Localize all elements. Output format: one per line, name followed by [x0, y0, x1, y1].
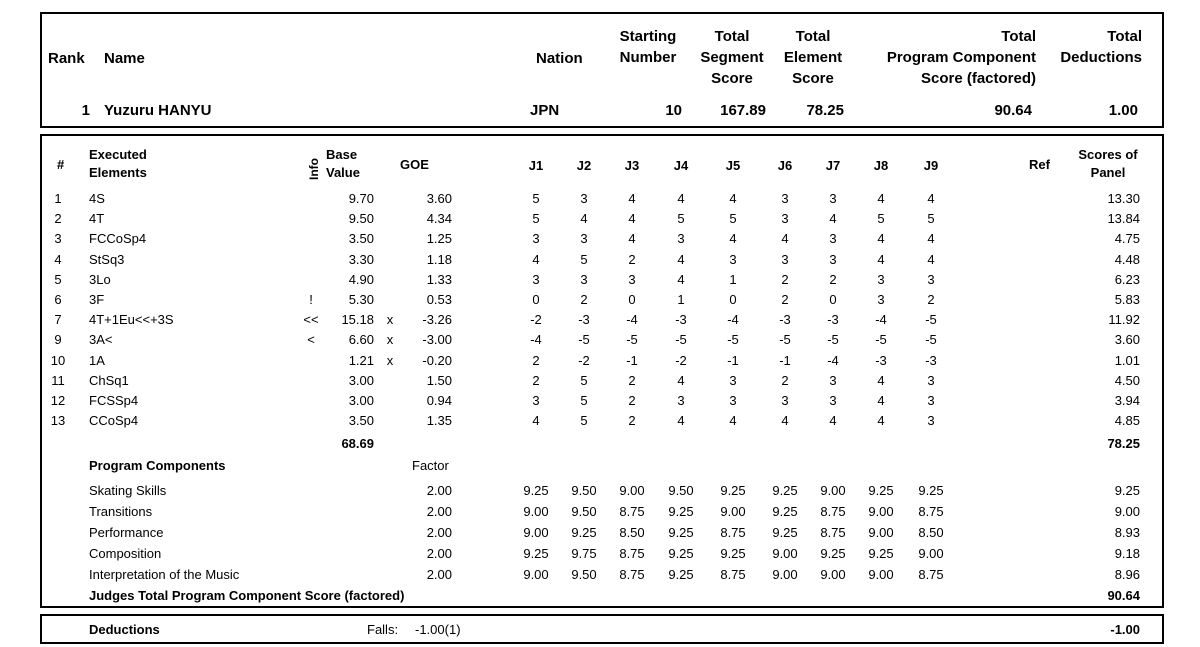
component-judge-score: 9.25 [720, 546, 746, 561]
element-judge-score: 4 [829, 413, 837, 429]
component-judge-score: 8.75 [720, 567, 746, 582]
element-name: FCCoSp4 [89, 231, 147, 247]
component-judge-score: 9.50 [571, 504, 597, 519]
element-goe: 1.35 [426, 413, 452, 429]
element-judge-score: 4 [729, 231, 737, 247]
component-judge-score: 9.25 [772, 525, 798, 540]
component-judge-score: 9.00 [720, 504, 746, 519]
element-number: 3 [54, 231, 62, 247]
element-judge-score: 5 [580, 393, 588, 408]
component-panel-score: 9.18 [1114, 546, 1140, 561]
component-name: Performance [89, 525, 164, 540]
element-name: 4S [89, 191, 105, 206]
element-judge-score: 5 [580, 372, 588, 388]
starting-number-header: Starting Number [619, 28, 677, 66]
element-judge-score: 5 [532, 211, 540, 227]
element-judge-score: 3 [927, 413, 935, 429]
judge-header-4: J4 [673, 158, 689, 173]
element-name: 4T+1Eu<<+3S [89, 312, 174, 328]
component-judge-score: 9.00 [772, 567, 798, 582]
component-factor: 2.00 [426, 525, 452, 540]
element-panel-score: 4.75 [1114, 231, 1140, 247]
element-name: 3F [89, 292, 105, 307]
element-base-value: 3.50 [348, 413, 374, 429]
element-judge-score: -4 [530, 332, 542, 348]
element-number: 4 [54, 251, 62, 267]
element-judge-score: 4 [877, 191, 885, 206]
element-judge-score: 3 [877, 292, 885, 307]
element-goe: 0.94 [426, 393, 452, 408]
component-judge-score: 8.75 [619, 504, 645, 519]
component-judge-score: 9.00 [868, 525, 894, 540]
element-judge-score: 3 [729, 372, 737, 388]
judge-header-9: J9 [923, 158, 939, 173]
goe-header: GOE [400, 157, 429, 172]
element-base-value: 4.90 [348, 271, 374, 287]
element-goe: 4.34 [426, 211, 452, 227]
component-factor: 2.00 [426, 546, 452, 561]
scores-of-panel-header: Scores of Panel [1078, 147, 1138, 180]
element-bonus-mark: x [386, 352, 394, 368]
element-judge-score: 4 [829, 211, 837, 227]
component-judge-score: 9.25 [868, 483, 894, 498]
component-judge-score: 9.00 [820, 567, 846, 582]
element-judge-score: 4 [532, 413, 540, 429]
component-judge-score: 9.00 [868, 567, 894, 582]
name-header: Name [104, 50, 145, 67]
skater-total-pcs: 90.64 [994, 102, 1032, 119]
judge-header-7: J7 [825, 158, 841, 173]
element-judge-score: 3 [781, 393, 789, 408]
element-number: 12 [50, 393, 66, 408]
element-number: 11 [51, 372, 65, 388]
executed-elements-header: Executed Elements [89, 147, 147, 180]
element-name: 3A< [89, 332, 113, 348]
element-judge-score: 2 [781, 271, 789, 287]
element-judge-score: -3 [827, 312, 839, 328]
element-goe: 3.60 [426, 191, 452, 206]
element-number: 2 [54, 211, 62, 227]
element-judge-score: 3 [829, 191, 837, 206]
component-judge-score: 9.00 [820, 483, 846, 498]
element-judge-score: 3 [829, 393, 837, 408]
element-name: 1A [89, 352, 105, 368]
element-judge-score: 4 [628, 231, 636, 247]
element-judge-score: 3 [729, 251, 737, 267]
element-judge-score: -3 [875, 352, 887, 368]
component-judge-score: 9.50 [668, 483, 694, 498]
element-judge-score: -3 [675, 312, 687, 328]
component-panel-score: 9.00 [1114, 504, 1140, 519]
component-factor: 2.00 [426, 567, 452, 582]
component-judge-score: 8.75 [619, 546, 645, 561]
element-number: 9 [54, 332, 62, 348]
element-panel-score: 5.83 [1114, 292, 1140, 307]
element-judge-score: 4 [628, 191, 636, 206]
pcs-total-label: Judges Total Program Component Score (factored) [89, 588, 405, 603]
element-judge-score: 4 [877, 413, 885, 429]
element-judge-score: 4 [781, 413, 789, 429]
element-judge-score: 2 [927, 292, 935, 307]
component-judge-score: 8.75 [820, 525, 846, 540]
judge-header-3: J3 [624, 158, 640, 173]
skater-starting-number: 10 [665, 102, 682, 119]
component-judge-score: 9.50 [571, 483, 597, 498]
nation-header: Nation [536, 50, 583, 67]
total-segment-score-header: Total Segment Score [700, 28, 764, 87]
base-value-total: 68.69 [341, 436, 374, 451]
element-judge-score: -4 [626, 312, 638, 328]
element-judge-score: 3 [532, 271, 540, 287]
element-panel-score: 1.01 [1114, 352, 1140, 368]
skater-rank: 1 [81, 102, 90, 119]
element-goe: 1.50 [426, 372, 452, 388]
element-judge-score: -1 [779, 352, 791, 368]
element-judge-score: 4 [729, 413, 737, 429]
component-panel-score: 9.25 [1114, 483, 1140, 498]
component-name: Transitions [89, 504, 153, 519]
falls-label: Falls: [367, 622, 399, 637]
skater-total-element-score: 78.25 [806, 102, 844, 119]
component-panel-score: 8.93 [1114, 525, 1140, 540]
element-judge-score: 3 [677, 393, 685, 408]
component-judge-score: 9.25 [772, 504, 798, 519]
element-judge-score: 2 [829, 271, 837, 287]
element-judge-score: 0 [829, 292, 837, 307]
element-judge-score: 4 [927, 231, 935, 247]
component-judge-score: 8.75 [619, 567, 645, 582]
element-judge-score: -5 [925, 312, 937, 328]
component-judge-score: 9.00 [918, 546, 944, 561]
element-judge-score: 4 [877, 372, 885, 388]
element-judge-score: 4 [677, 372, 685, 388]
element-judge-score: -5 [626, 332, 638, 348]
component-judge-score: 9.00 [523, 525, 549, 540]
element-judge-score: 2 [628, 413, 636, 429]
element-judge-score: -1 [626, 352, 638, 368]
element-goe: 1.25 [426, 231, 452, 247]
component-judge-score: 9.25 [523, 483, 549, 498]
element-judge-score: 3 [927, 372, 935, 388]
element-judge-score: 4 [532, 251, 540, 267]
judge-header-1: J1 [528, 158, 544, 173]
component-judge-score: 8.75 [820, 504, 846, 519]
component-factor: 2.00 [426, 483, 452, 498]
element-base-value: 3.50 [348, 231, 374, 247]
total-pcs-header: Total Program Component Score (factored) [886, 28, 1036, 87]
program-components-title: Program Components [89, 458, 226, 473]
element-panel-score: 6.23 [1114, 271, 1140, 287]
ref-header: Ref [1029, 157, 1050, 172]
element-panel-score: 3.94 [1114, 393, 1140, 408]
element-judge-score: 2 [781, 372, 789, 388]
component-judge-score: 9.00 [619, 483, 645, 498]
element-judge-score: -5 [827, 332, 839, 348]
element-judge-score: 4 [677, 251, 685, 267]
element-judge-score: -5 [727, 332, 739, 348]
judge-header-6: J6 [777, 158, 793, 173]
component-judge-score: 8.50 [619, 525, 645, 540]
element-panel-score: 13.84 [1107, 211, 1140, 227]
component-judge-score: 9.00 [523, 567, 549, 582]
element-base-value: 3.00 [348, 393, 374, 408]
element-judge-score: -2 [675, 352, 687, 368]
info-header: Info [307, 158, 321, 180]
element-info: ! [309, 292, 313, 307]
element-base-value: 3.30 [348, 251, 374, 267]
element-judge-score: 0 [628, 292, 636, 307]
total-deductions-header: Total Deductions [1060, 28, 1142, 66]
element-judge-score: 4 [677, 413, 685, 429]
element-judge-score: -5 [578, 332, 590, 348]
element-judge-score: 3 [580, 191, 588, 206]
total-element-score-header: Total Element Score [783, 28, 843, 87]
element-number: 7 [54, 312, 62, 328]
component-judge-score: 9.75 [571, 546, 597, 561]
deductions-label: Deductions [89, 622, 160, 637]
judge-header-5: J5 [725, 158, 741, 173]
element-judge-score: -3 [779, 312, 791, 328]
base-value-header: Base Value [326, 147, 360, 180]
rank-header: Rank [48, 50, 85, 67]
deductions-box [40, 614, 1164, 644]
element-panel-score: 3.60 [1114, 332, 1140, 348]
element-number: 10 [50, 352, 66, 368]
element-judge-score: 3 [829, 251, 837, 267]
component-judge-score: 9.25 [571, 525, 597, 540]
element-judge-score: 5 [580, 413, 588, 429]
element-judge-score: 3 [532, 393, 540, 408]
element-judge-score: -4 [875, 312, 887, 328]
component-judge-score: 9.25 [868, 546, 894, 561]
skater-name: Yuzuru HANYU [104, 102, 212, 119]
element-judge-score: 2 [628, 372, 636, 388]
element-judge-score: 4 [877, 393, 885, 408]
element-judge-score: 4 [677, 271, 685, 287]
element-judge-score: 5 [927, 211, 935, 227]
element-goe: 0.53 [426, 292, 452, 307]
element-judge-score: 1 [729, 271, 737, 287]
element-name: StSq3 [89, 251, 125, 267]
element-judge-score: 3 [677, 231, 685, 247]
component-judge-score: 9.25 [668, 546, 694, 561]
element-info: < [307, 332, 315, 348]
element-base-value: 3.00 [348, 372, 374, 388]
element-base-value: 1.21 [348, 352, 374, 368]
element-judge-score: 3 [781, 191, 789, 206]
element-judge-score: -1 [727, 352, 739, 368]
element-judge-score: 4 [628, 211, 636, 227]
element-judge-score: 4 [580, 211, 588, 227]
deductions-total: -1.00 [1110, 622, 1140, 637]
element-number: 5 [54, 271, 62, 287]
element-judge-score: 3 [628, 271, 636, 287]
element-judge-score: 3 [729, 393, 737, 408]
component-factor: 2.00 [426, 504, 452, 519]
component-judge-score: 9.25 [668, 567, 694, 582]
element-base-value: 9.50 [348, 211, 374, 227]
judge-header-2: J2 [576, 158, 592, 173]
skater-total-segment-score: 167.89 [720, 102, 766, 119]
element-name: 3Lo [89, 271, 111, 287]
element-judge-score: 2 [781, 292, 789, 307]
component-judge-score: 9.50 [571, 567, 597, 582]
element-panel-score: 4.48 [1114, 251, 1140, 267]
component-name: Skating Skills [89, 483, 167, 498]
component-name: Interpretation of the Music [89, 567, 240, 582]
judge-header-8: J8 [873, 158, 889, 173]
element-judge-score: 2 [628, 251, 636, 267]
element-name: 4T [89, 211, 105, 227]
element-judge-score: 4 [877, 231, 885, 247]
element-judge-score: 4 [877, 251, 885, 267]
element-judge-score: 5 [580, 251, 588, 267]
element-base-value: 6.60 [348, 332, 374, 348]
component-judge-score: 9.25 [668, 504, 694, 519]
element-judge-score: -5 [675, 332, 687, 348]
element-judge-score: 3 [580, 231, 588, 247]
component-judge-score: 8.75 [918, 567, 944, 582]
element-name: ChSq1 [89, 372, 129, 388]
element-judge-score: 0 [532, 292, 540, 307]
element-bonus-mark: x [386, 312, 394, 328]
element-base-value: 15.18 [341, 312, 374, 328]
element-judge-score: -2 [530, 312, 542, 328]
element-judge-score: -2 [578, 352, 590, 368]
element-number: 6 [54, 292, 62, 307]
component-name: Composition [89, 546, 162, 561]
element-judge-score: 5 [677, 211, 685, 227]
element-name: CCoSp4 [89, 413, 139, 429]
element-judge-score: 4 [927, 191, 935, 206]
element-judge-score: 5 [532, 191, 540, 206]
element-judge-score: 3 [877, 271, 885, 287]
element-judge-score: 1 [677, 292, 685, 307]
component-judge-score: 9.00 [772, 546, 798, 561]
element-goe: -0.20 [422, 352, 452, 368]
element-panel-score: 4.85 [1114, 413, 1140, 429]
element-judge-score: 3 [829, 231, 837, 247]
element-judge-score: 3 [781, 251, 789, 267]
element-judge-score: 2 [580, 292, 588, 307]
element-judge-score: -3 [925, 352, 937, 368]
component-judge-score: 9.25 [668, 525, 694, 540]
element-judge-score: 2 [532, 352, 540, 368]
element-judge-score: 4 [729, 191, 737, 206]
component-judge-score: 9.00 [523, 504, 549, 519]
component-judge-score: 8.75 [720, 525, 746, 540]
component-judge-score: 8.75 [918, 504, 944, 519]
element-judge-score: 0 [729, 292, 737, 307]
component-judge-score: 9.25 [820, 546, 846, 561]
element-judge-score: 4 [677, 191, 685, 206]
element-judge-score: -5 [779, 332, 791, 348]
element-number: 1 [54, 191, 62, 206]
pcs-total-value: 90.64 [1107, 588, 1140, 603]
element-name: FCSSp4 [89, 393, 139, 408]
element-judge-score: 2 [532, 372, 540, 388]
skater-total-deductions: 1.00 [1108, 102, 1138, 119]
element-goe: -3.26 [422, 312, 452, 328]
element-goe: 1.18 [426, 251, 452, 267]
element-base-value: 9.70 [348, 191, 374, 206]
element-judge-score: -5 [875, 332, 887, 348]
element-panel-score: 13.30 [1107, 191, 1140, 206]
factor-header: Factor [412, 458, 449, 473]
element-judge-score: 3 [532, 231, 540, 247]
element-judge-score: 2 [628, 393, 636, 408]
element-judge-score: 3 [580, 271, 588, 287]
element-judge-score: -4 [727, 312, 739, 328]
element-info: << [303, 312, 319, 328]
component-panel-score: 8.96 [1114, 567, 1140, 582]
component-judge-score: 9.00 [868, 504, 894, 519]
skater-nation: JPN [530, 102, 560, 119]
element-panel-score: 11.92 [1108, 312, 1140, 328]
element-bonus-mark: x [386, 332, 394, 348]
component-judge-score: 9.25 [523, 546, 549, 561]
component-judge-score: 9.25 [772, 483, 798, 498]
element-judge-score: -4 [827, 352, 839, 368]
falls-value: -1.00(1) [415, 622, 461, 637]
element-base-value: 5.30 [348, 292, 374, 307]
element-goe: 1.33 [426, 271, 452, 287]
element-judge-score: 5 [729, 211, 737, 227]
element-judge-score: 3 [829, 372, 837, 388]
element-judge-score: -3 [578, 312, 590, 328]
element-number: 13 [50, 413, 66, 429]
element-judge-score: 3 [927, 393, 935, 408]
element-judge-score: 4 [927, 251, 935, 267]
element-goe: -3.00 [422, 332, 452, 348]
element-judge-score: 3 [781, 211, 789, 227]
element-judge-score: -5 [925, 332, 937, 348]
component-judge-score: 8.50 [918, 525, 944, 540]
component-judge-score: 9.25 [918, 483, 944, 498]
element-panel-score: 4.50 [1114, 372, 1140, 388]
num-header: # [57, 157, 65, 172]
element-judge-score: 3 [927, 271, 935, 287]
element-judge-score: 5 [877, 211, 885, 227]
element-score-total: 78.25 [1107, 436, 1140, 451]
element-judge-score: 4 [781, 231, 789, 247]
component-judge-score: 9.25 [720, 483, 746, 498]
